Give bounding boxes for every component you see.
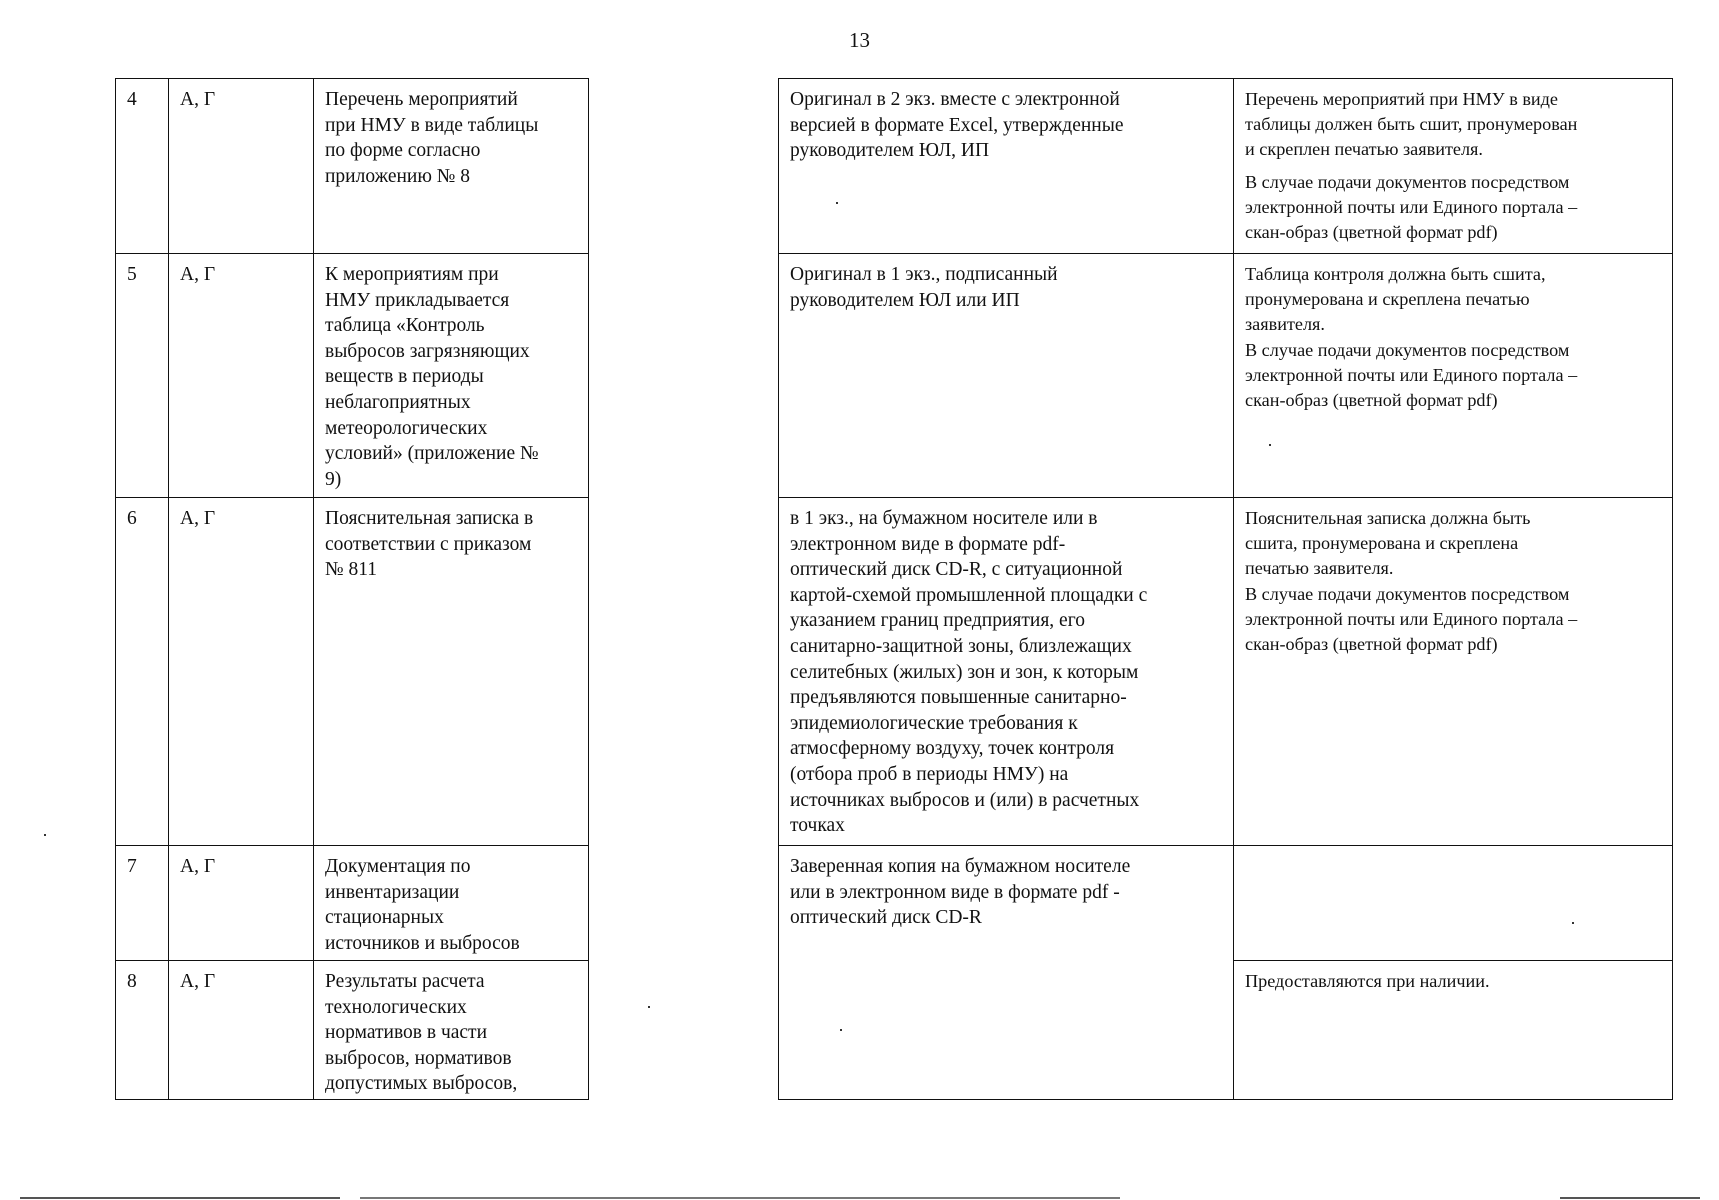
format-cell	[779, 846, 1234, 1100]
document-text: К мероприятиям при НМУ прикладывается таблица «Контроль выбросов загрязняющих веществ в периоды неблагоприятных метеорологических условий» (приложение № 9)	[325, 264, 539, 490]
requirements-text: Предоставляются при наличии.	[1245, 971, 1490, 991]
format-text: Оригинал в 1 экз., подписанный руководителем ЮЛ или ИП	[790, 264, 1058, 311]
document-cell	[314, 961, 589, 1100]
row-number: 4	[116, 79, 169, 254]
row-number: 7	[116, 846, 169, 961]
requirements-cell	[1234, 498, 1673, 846]
row-number: 6	[116, 498, 169, 846]
empty-column	[589, 79, 779, 1100]
category-cell: А, Г	[169, 79, 314, 254]
format-cell	[779, 79, 1234, 254]
requirements-text: Пояснительная записка должна быть сшита, пронумерована и скреплена печатью заявителя. В случае подачи документов посредством электронной почты или Единого портала – скан-образ (цветной формат pdf)	[1245, 508, 1578, 655]
page-number: 13	[849, 28, 870, 52]
scan-edge-line	[360, 1197, 1120, 1199]
category-cell: А, Г	[169, 961, 314, 1100]
format-text: Заверенная копия на бумажном носителе или в электронном виде в формате pdf - оптический диск CD-R	[790, 856, 1131, 929]
format-cell	[779, 254, 1234, 498]
scan-speck	[836, 202, 838, 204]
document-text: Перечень мероприятий при НМУ в виде таблицы по форме согласно приложению № 8	[325, 89, 539, 187]
requirements-text: Перечень мероприятий при НМУ в виде таблицы должен быть сшит, пронумерован и скреплен печатью заявителя.	[1245, 89, 1578, 160]
format-text: в 1 экз., на бумажном носителе или в электронном виде в формате pdf- оптический диск CD-R, с ситуационной картой-схемой промышленной площадки с указанием границ предприятия, его санитарно-защитной зоны, близлежащих селитебных (жилых) зон и зон, к которым предъявляются повышенные санитарно- эпидемиологические требования к атмосферному воздуху, точек контроля (отбора проб в периоды НМУ) на источниках выбросов и (или) в расчетных точках	[790, 508, 1148, 837]
requirements-text: Таблица контроля должна быть сшита, пронумерована и скреплена печатью заявителя. В случае подачи документов посредством электронной почты или Единого портала – скан-образ (цветной формат pdf)	[1245, 264, 1578, 411]
requirements-text: В случае подачи документов посредством электронной почты или Единого портала – скан-образ (цветной формат pdf)	[1245, 171, 1578, 243]
scan-speck	[1572, 922, 1574, 924]
scan-speck	[840, 1029, 842, 1031]
category-cell: А, Г	[169, 846, 314, 961]
category-cell: А, Г	[169, 498, 314, 846]
scan-speck	[1269, 444, 1271, 446]
scan-edge-line	[1560, 1197, 1700, 1199]
document-text: Результаты расчета технологических нормативов в части выбросов, нормативов допустимых выбросов,	[325, 971, 518, 1095]
document-text: Пояснительная записка в соответствии с приказом № 811	[325, 508, 534, 581]
row-number: 5	[116, 254, 169, 498]
scan-edge-line	[20, 1197, 340, 1199]
documents-table	[115, 78, 1673, 1100]
format-text: Оригинал в 2 экз. вместе с электронной версией в формате Excel, утвержденные руководителем ЮЛ, ИП	[790, 89, 1124, 162]
row-number: 8	[116, 961, 169, 1100]
scan-speck	[44, 834, 46, 836]
document-cell	[314, 846, 589, 961]
document-text: Документация по инвентаризации стационарных источников и выбросов	[325, 856, 520, 954]
document-cell	[314, 254, 589, 498]
document-cell	[314, 498, 589, 846]
document-cell	[314, 79, 589, 254]
requirements-cell	[1234, 254, 1673, 498]
scan-speck	[648, 1006, 650, 1008]
requirements-cell	[1234, 79, 1673, 254]
table-row	[116, 79, 1673, 254]
requirements-cell	[1234, 961, 1673, 1100]
table-row	[116, 846, 1673, 961]
table-row	[116, 254, 1673, 498]
table-row	[116, 498, 1673, 846]
category-cell: А, Г	[169, 254, 314, 498]
format-cell	[779, 498, 1234, 846]
requirements-cell	[1234, 846, 1673, 961]
